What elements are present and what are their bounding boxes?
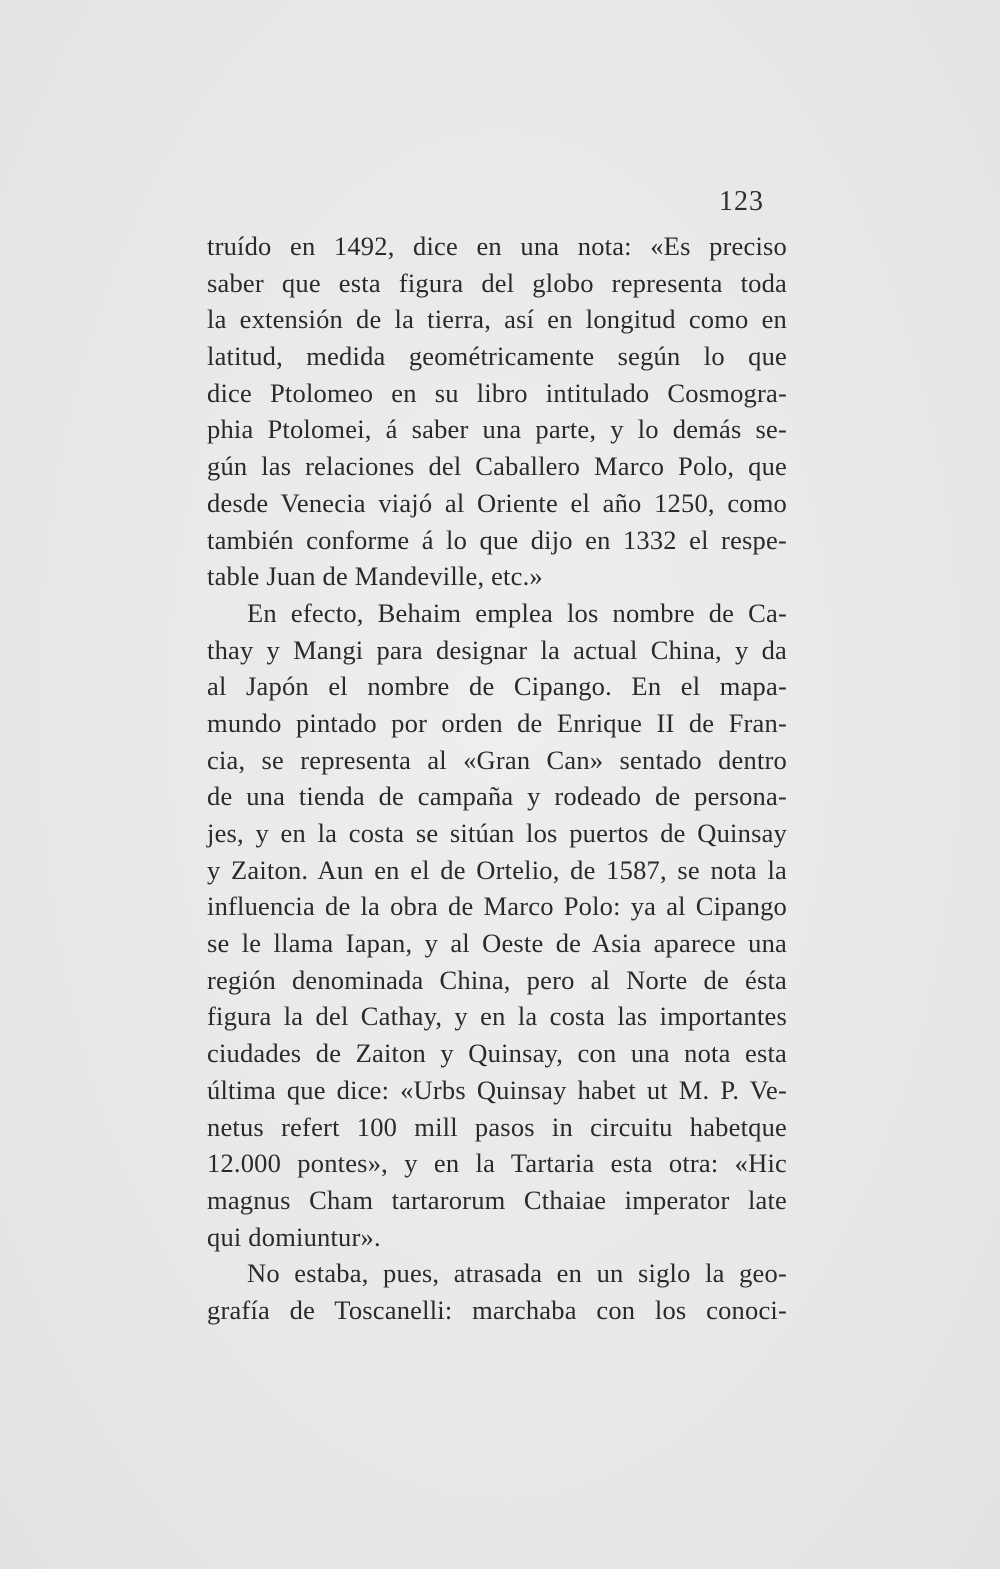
- text-line: de una tienda de campaña y rodeado de persona-: [207, 781, 787, 812]
- text-line: grafía de Toscanelli: marchaba con los conoci-: [207, 1294, 787, 1325]
- body-text: [207, 228, 787, 1329]
- text-line: magnus Cham tartarorum Cthaiae imperator late: [207, 1184, 787, 1215]
- text-line: latitud, medida geométricamente según lo que: [207, 341, 787, 372]
- text-line: desde Venecia viajó al Oriente el año 1250, como: [207, 487, 787, 518]
- text-line: truído en 1492, dice en una nota: «Es preciso: [207, 231, 787, 261]
- text-line: también conforme á lo que dijo en 1332 el respe-: [207, 524, 787, 555]
- text-line: qui domiuntur».: [207, 1221, 381, 1252]
- text-line: table Juan de Mandeville, etc.»: [207, 561, 543, 592]
- text-line: netus refert 100 mill pasos in circuitu habetque: [207, 1111, 787, 1142]
- text-line: al Japón el nombre de Cipango. En el mapa-: [207, 671, 787, 702]
- text-line: ciudades de Zaiton y Quinsay, con una nota esta: [207, 1038, 787, 1069]
- text-line: la extensión de la tierra, así en longitud como en: [207, 304, 787, 335]
- text-line: No estaba, pues, atrasada en un siglo la geo-: [247, 1258, 787, 1289]
- text-line: dice Ptolomeo en su libro intitulado Cosmogra-: [207, 377, 787, 408]
- text-line: phia Ptolomei, á saber una parte, y lo demás se-: [207, 414, 787, 445]
- text-line: y Zaiton. Aun en el de Ortelio, de 1587, se nota la: [207, 854, 787, 885]
- text-line: mundo pintado por orden de Enrique II de Fran-: [207, 707, 787, 738]
- text-line: 12.000 pontes», y en la Tartaria esta otra: «Hic: [207, 1148, 787, 1179]
- paragraph: [207, 1255, 787, 1328]
- text-line: última que dice: «Urbs Quinsay habet ut M. P. Ve-: [207, 1074, 787, 1105]
- text-line: gún las relaciones del Caballero Marco Polo, que: [207, 451, 787, 482]
- text-line: se le llama Iapan, y al Oeste de Asia aparece una: [207, 928, 787, 959]
- paragraph: [207, 228, 787, 595]
- text-line: figura la del Cathay, y en la costa las importantes: [207, 1001, 787, 1032]
- paragraph: [207, 595, 787, 1255]
- text-line: región denominada China, pero al Norte de ésta: [207, 964, 787, 995]
- text-line: cia, se representa al «Gran Can» sentado dentro: [207, 744, 787, 775]
- text-line: thay y Mangi para designar la actual China, y da: [207, 634, 787, 665]
- text-line: saber que esta figura del globo representa toda: [207, 267, 787, 298]
- text-line: influencia de la obra de Marco Polo: ya al Cipango: [207, 891, 787, 922]
- page-number: 123: [719, 186, 764, 217]
- text-line: En efecto, Behaim emplea los nombre de Ca-: [247, 597, 787, 628]
- text-line: jes, y en la costa se sitúan los puertos de Quinsay: [207, 818, 787, 848]
